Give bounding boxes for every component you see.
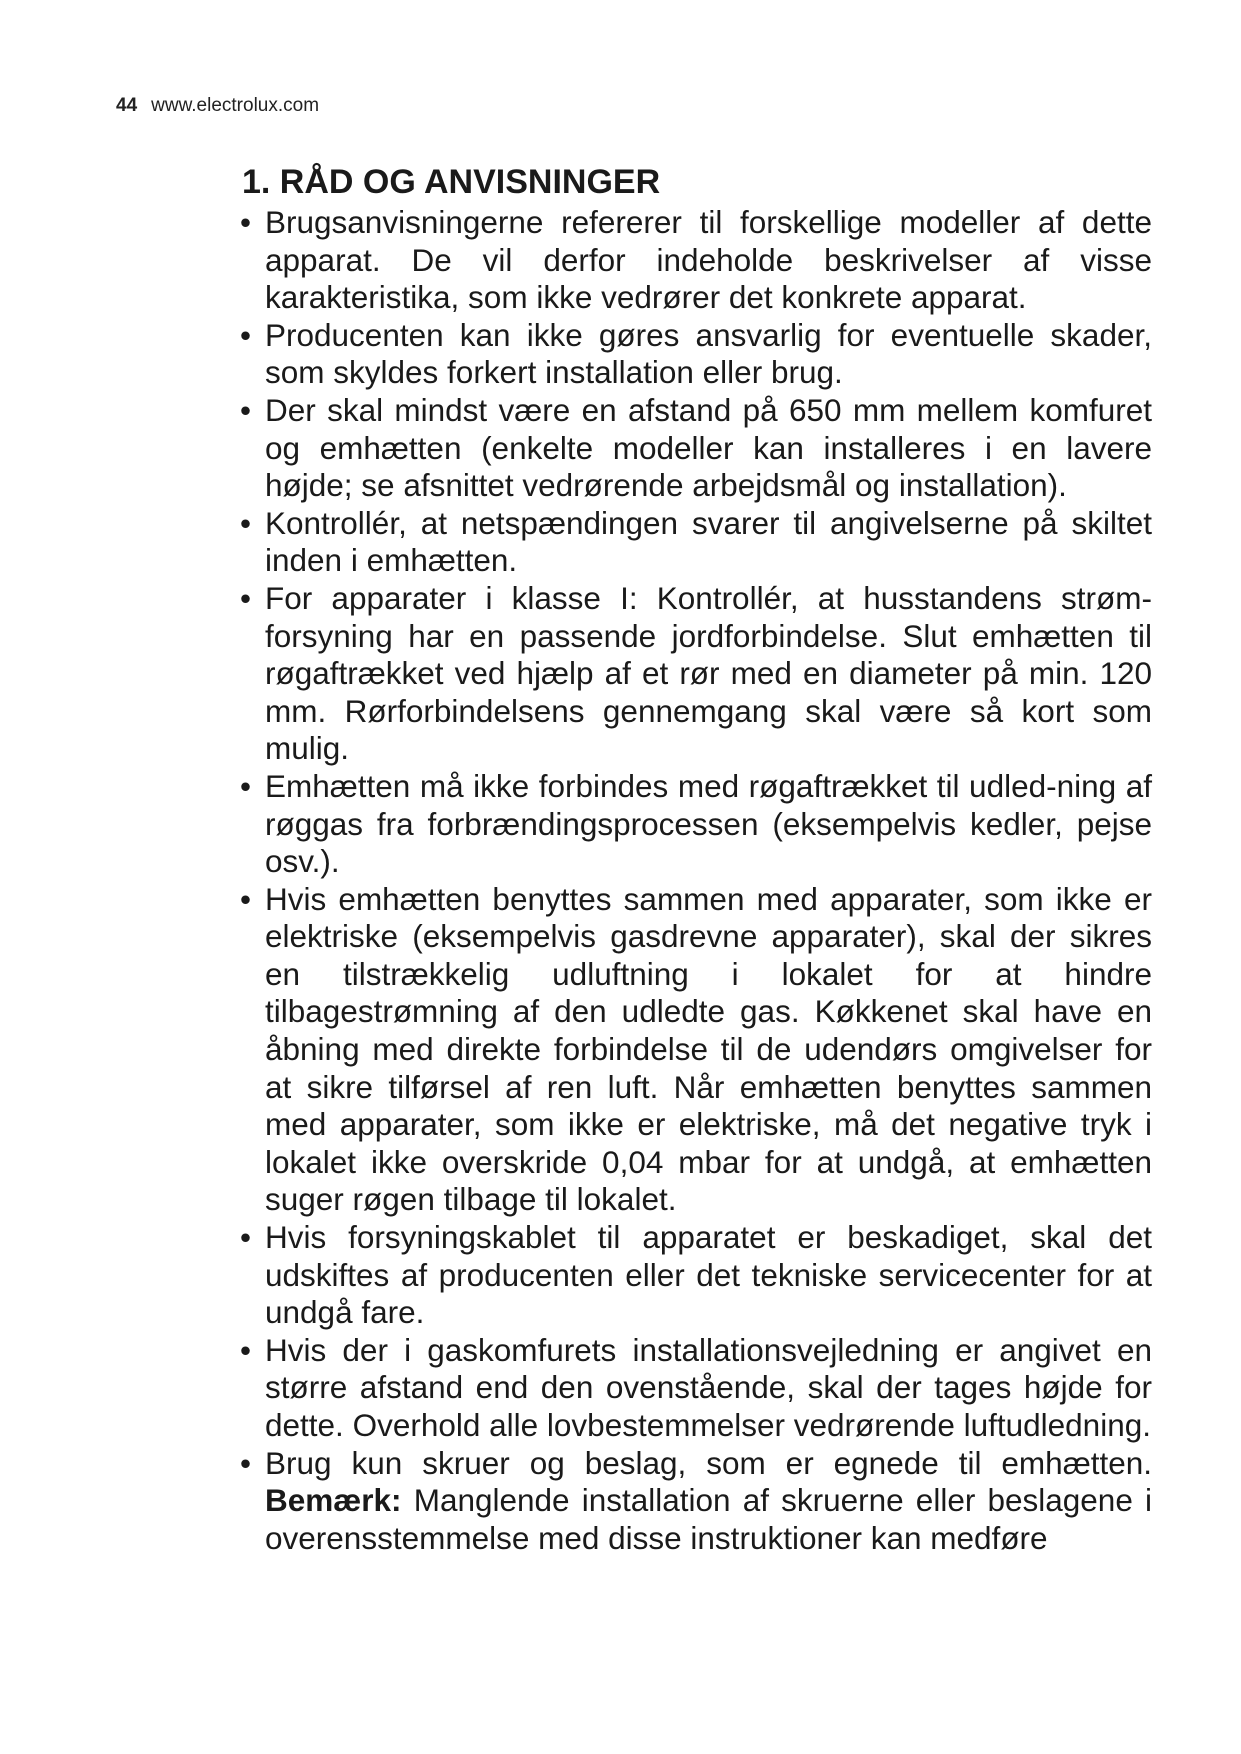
list-item-text: Brug kun skruer og beslag, som er egnede til emhætten.	[265, 1444, 1152, 1481]
list-item: • Producenten kan ikke gøres ansvarlig for eventuelle skader, som skyldes forkert installation eller brug.	[240, 317, 1152, 392]
section-title: 1. RÅD OG ANVISNINGER	[242, 163, 661, 201]
main-content	[240, 160, 1152, 1557]
list-item: • Brugsanvisningerne refererer til forskellige modeller af dette apparat. De vil derfor indeholde beskrivelser af visse karakteristika, som ikke vedrører det konkrete apparat.	[240, 204, 1152, 317]
safety-instructions-list	[240, 204, 1152, 1557]
list-item: • For apparater i klasse I: Kontrollér, at husstandens strøm-forsyning har en passende jordforbindelse. Slut emhætten til røgaftrækket ved hjælp af et rør med en diameter på min. 120 mm. Rørforbindelsens gennemgang skal være så kort som mulig.	[240, 580, 1152, 768]
website-url: www.electrolux.com	[151, 95, 320, 116]
list-item: • Hvis emhætten benyttes sammen med apparater, som ikke er elektriske (eksempelvis gasdrevne apparater), skal der sikres en tilstrækkelig udluftning i lokalet for at hindre tilbagestrømning af den udledte gas. Køkkenet skal have en åbning med direkte forbindelse til de udendørs omgivelser for at sikre tilførsel af ren luft. Når emhætten benyttes sammen med apparater, som ikke er elektriske, må det negative tryk i lokalet ikke overskride 0,04 mbar for at undgå, at emhætten suger røgen tilbage til lokalet.	[240, 881, 1152, 1219]
list-item: • Hvis der i gaskomfurets installationsvejledning er angivet en større afstand end den ovenstående, skal der tages højde for dette. Overhold alle lovbestemmelser vedrørende luftudledning.	[240, 1332, 1152, 1445]
list-item: • Kontrollér, at netspændingen svarer til angivelserne på skiltet inden i emhætten.	[240, 505, 1152, 580]
list-item-with-note	[240, 1445, 1152, 1558]
page-number: 44	[116, 95, 138, 116]
note-text: Manglende installation af skruerne eller beslagene i overensstemmelse med disse instruktioner kan medføre	[265, 1482, 1152, 1556]
page-header	[116, 94, 319, 118]
list-item: • Emhætten må ikke forbindes med røgaftrækket til udled-ning af røggas fra forbrændingsprocessen (eksempelvis kedler, pejse osv.).	[240, 768, 1152, 881]
note-label: Bemærk:	[265, 1482, 402, 1519]
list-item: • Hvis forsyningskablet til apparatet er beskadiget, skal det udskiftes af producenten eller det tekniske servicecenter for at undgå fare.	[240, 1219, 1152, 1332]
list-item: • Der skal mindst være en afstand på 650 mm mellem komfuret og emhætten (enkelte modeller kan installeres i en lavere højde; se afsnittet vedrørende arbejdsmål og installation).	[240, 392, 1152, 505]
